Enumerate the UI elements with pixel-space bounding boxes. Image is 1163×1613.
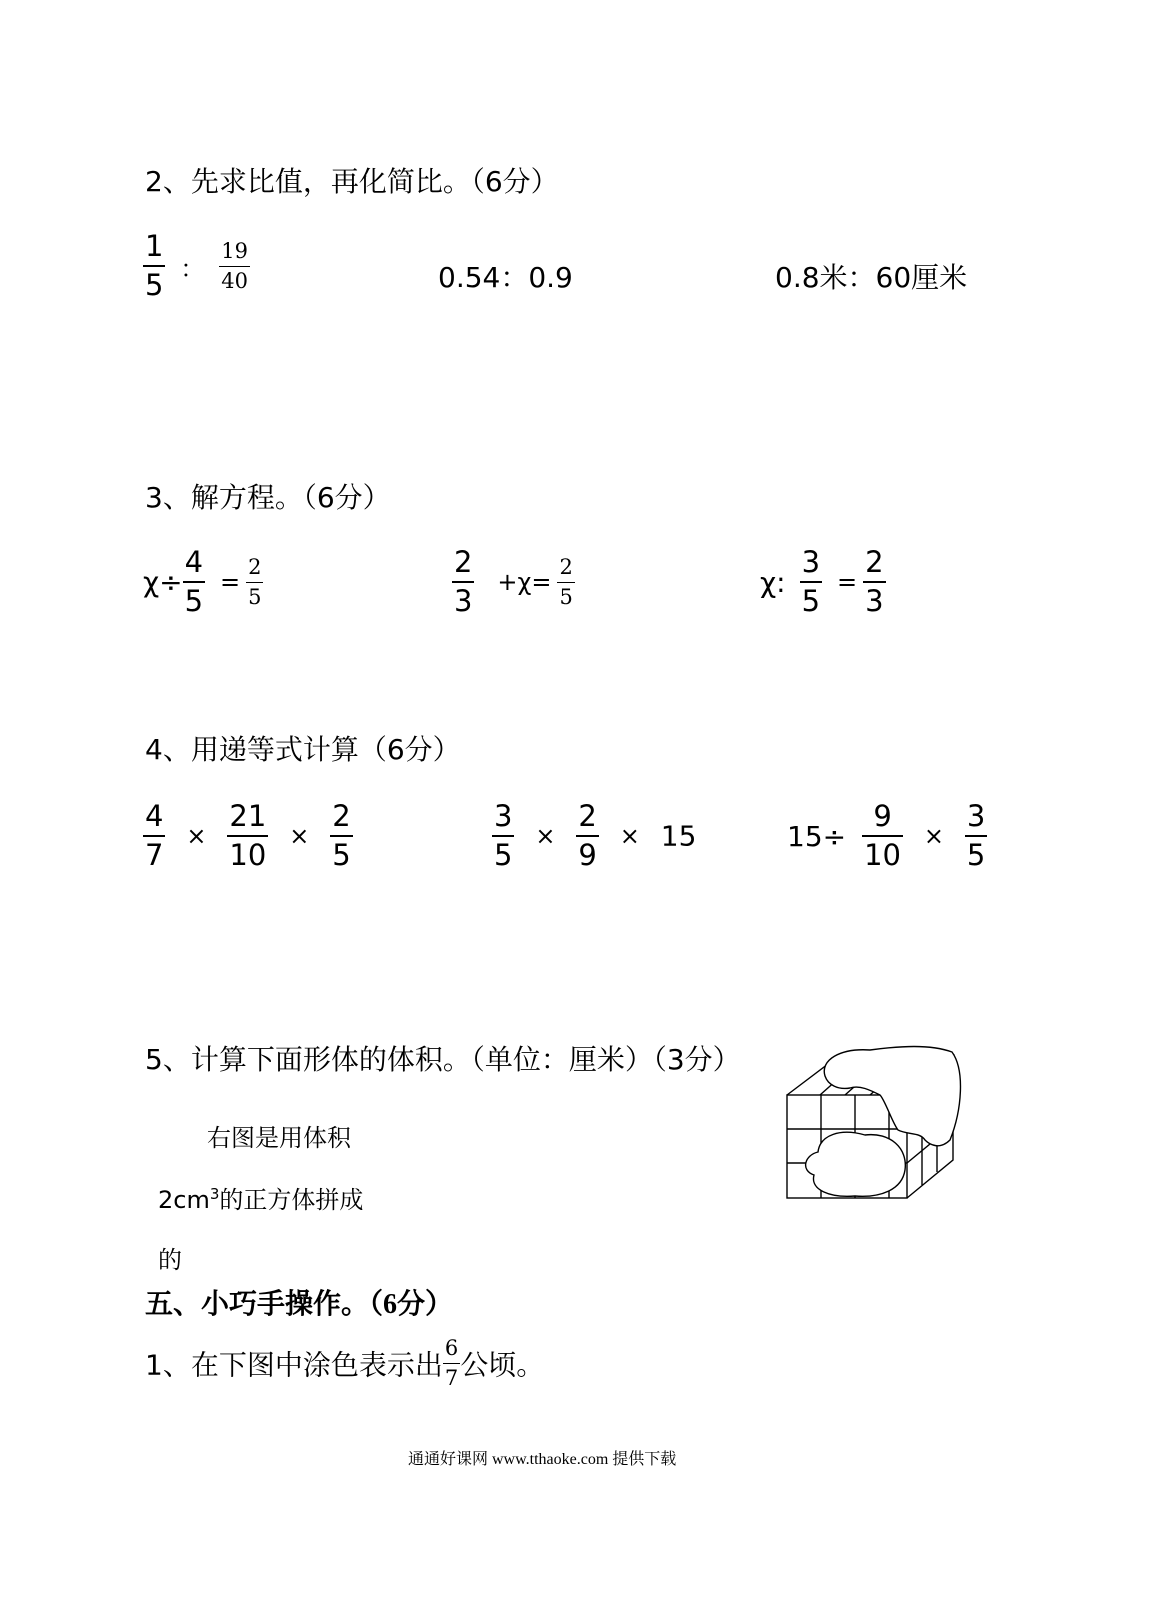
q4-heading: 4、用递等式计算（6分）	[145, 733, 461, 766]
q2-item2: 0.54：0.9	[438, 261, 573, 294]
q4-item1: $\frac{4}{7}$ × $\frac{21}{10}$ × $\frac{2}{5}$	[145, 799, 351, 872]
q2-item3: 0.8米：60厘米	[775, 261, 968, 294]
q2-item1: $\frac{1}{5}$ ： $\frac{19}{40}$	[145, 229, 248, 302]
fraction: $\frac{4}{5}$	[184, 545, 204, 618]
q4-item2: $\frac{3}{5}$ × $\frac{2}{9}$ × 15	[494, 799, 697, 872]
q3-item3: χ: $\frac{3}{5}$ = $\frac{2}{3}$	[760, 545, 884, 618]
fraction: $\frac{21}{10}$	[229, 799, 267, 872]
fraction: $\frac{2}{9}$	[578, 799, 597, 872]
page-footer: 通通好课网 www.tthaoke.com 提供下载	[408, 1451, 677, 1468]
fraction: $\frac{2}{5}$	[332, 799, 351, 872]
fraction: $\frac{2}{3}$	[865, 545, 884, 618]
fraction: $\frac{3}{5}$	[966, 799, 986, 872]
fraction: $\frac{3}{5}$	[801, 545, 821, 618]
cube-stack-figure	[780, 1040, 970, 1205]
q5-heading: 5、计算下面形体的体积。（单位：厘米）（3分）	[145, 1043, 741, 1076]
q4-item3: 15÷ $\frac{9}{10}$ × $\frac{3}{5}$	[787, 799, 986, 872]
q5-text-line2: $2cm^3$的正方体拼成	[158, 1185, 364, 1214]
fraction: $\frac{2}{5}$	[559, 554, 573, 609]
fraction: $\frac{6}{7}$	[444, 1336, 459, 1390]
q2-heading: 2、先求比值，再化简比。（6分）	[145, 165, 559, 198]
q3-heading: 3、解方程。（6分）	[145, 481, 391, 514]
q5-text-line1: 右图是用体积	[207, 1124, 351, 1152]
q3-item1: χ÷ $\frac{4}{5}$ = $\frac{2}{5}$	[143, 545, 262, 618]
fraction: $\frac{2}{5}$	[248, 554, 262, 609]
q3-item2: $\frac{2}{3}$ +χ= $\frac{2}{5}$	[454, 545, 573, 618]
fraction: $\frac{3}{5}$	[494, 799, 513, 872]
fraction: $\frac{9}{10}$	[864, 799, 901, 872]
q5-text-line3-clipped: 的	[158, 1246, 182, 1274]
fraction: $\frac{4}{7}$	[145, 799, 164, 872]
fraction: $\frac{2}{3}$	[454, 545, 473, 618]
section5-q1: 1、在下图中涂色表示出 $\frac{6}{7}$ 公顷。	[145, 1336, 545, 1390]
fraction: $\frac{19}{40}$	[221, 238, 248, 293]
section5-heading: 五、小巧手操作。（6分）	[145, 1289, 454, 1320]
fraction: $\frac{1}{5}$	[145, 229, 164, 302]
